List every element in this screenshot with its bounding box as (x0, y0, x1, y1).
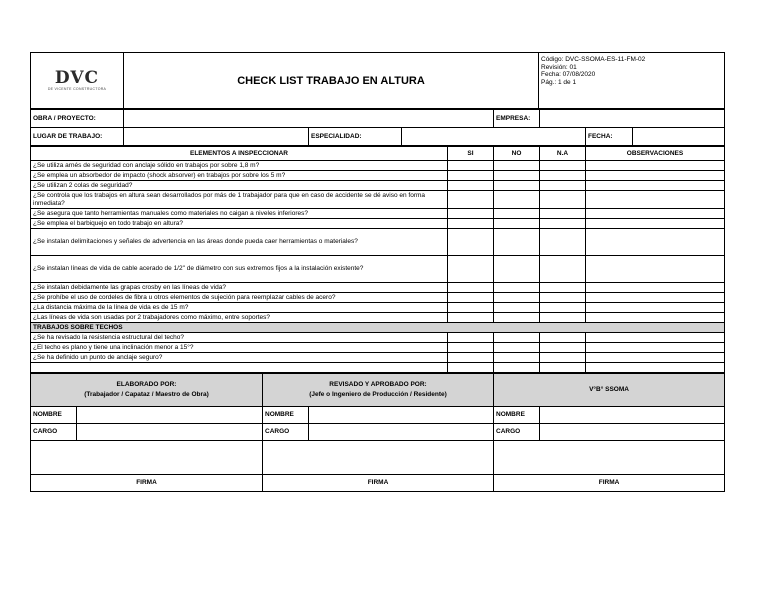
no-cell[interactable] (494, 191, 540, 209)
nombre-field[interactable] (540, 407, 725, 424)
na-cell[interactable] (540, 303, 586, 313)
item-text: ¿Las líneas de vida son usadas por 2 trabajadores como máximo, entre soportes? (31, 313, 448, 323)
na-cell[interactable] (540, 229, 586, 256)
nombre-field[interactable] (77, 407, 263, 424)
nombre-field[interactable] (309, 407, 494, 424)
revisado-subtitle: (Jefe o Ingeniero de Producción / Residente) (309, 391, 447, 398)
doc-date: Fecha: 07/08/2020 (541, 71, 596, 78)
lugar-field[interactable] (124, 128, 309, 146)
vb-ssoma-header: V°B° SSOMA (494, 374, 725, 407)
si-cell[interactable] (448, 171, 494, 181)
no-cell[interactable] (494, 293, 540, 303)
table-row (31, 293, 725, 303)
table-row (31, 256, 725, 283)
elaborado-subtitle: (Trabajador / Capataz / Maestro de Obra) (84, 391, 209, 398)
si-cell[interactable] (448, 209, 494, 219)
si-cell[interactable] (448, 219, 494, 229)
especialidad-field[interactable] (402, 128, 586, 146)
obra-label: OBRA / PROYECTO: (31, 110, 124, 128)
item-text: ¿El techo es plano y tiene una inclinación menor a 15°? (31, 343, 448, 353)
cargo-label: CARGO (263, 424, 309, 441)
info-table (30, 109, 725, 146)
si-cell[interactable] (448, 283, 494, 293)
col-elementos: ELEMENTOS A INSPECCIONAR (31, 147, 448, 161)
table-row (31, 283, 725, 293)
signature-area[interactable] (263, 441, 494, 475)
document-meta (539, 53, 725, 109)
obra-field[interactable] (124, 110, 494, 128)
si-cell[interactable] (448, 181, 494, 191)
section-techos-title: TRABAJOS SOBRE TECHOS (31, 323, 725, 333)
revisado-header (263, 374, 494, 407)
no-cell[interactable] (494, 209, 540, 219)
no-cell[interactable] (494, 363, 540, 373)
obs-cell[interactable] (586, 229, 725, 256)
firma-label: FIRMA (494, 475, 725, 492)
table-row (31, 229, 725, 256)
doc-revision: Revisión: 01 (541, 63, 577, 71)
empty-row-cell[interactable] (31, 363, 448, 373)
firma-label: FIRMA (31, 475, 263, 492)
cargo-field[interactable] (309, 424, 494, 441)
item-text: ¿Se emplea un absorbedor de impacto (shock absorver) en trabajos por sobre los 5 m? (31, 171, 448, 181)
no-cell[interactable] (494, 303, 540, 313)
especialidad-label: ESPECIALIDAD: (309, 128, 402, 146)
col-na: N.A (540, 147, 586, 161)
table-row (31, 161, 725, 171)
na-cell[interactable] (540, 219, 586, 229)
empresa-field[interactable] (540, 110, 725, 128)
na-cell[interactable] (540, 191, 586, 209)
nombre-label: NOMBRE (31, 407, 77, 424)
na-cell[interactable] (540, 343, 586, 353)
no-cell[interactable] (494, 181, 540, 191)
obs-cell[interactable] (586, 209, 725, 219)
table-row (31, 353, 725, 363)
company-logo (31, 53, 124, 109)
signature-area[interactable] (494, 441, 725, 475)
fecha-field[interactable] (633, 128, 725, 146)
item-text: ¿Se utilizan 2 colas de seguridad? (31, 181, 448, 191)
si-cell[interactable] (448, 256, 494, 283)
no-cell[interactable] (494, 333, 540, 343)
na-cell[interactable] (540, 293, 586, 303)
elaborado-header (31, 374, 263, 407)
item-text: ¿Se asegura que tanto herramientas manuales como materiales no caigan a niveles inferiores? (31, 209, 448, 219)
na-cell[interactable] (540, 171, 586, 181)
checklist-table (30, 146, 725, 373)
no-cell[interactable] (494, 256, 540, 283)
no-cell[interactable] (494, 161, 540, 171)
si-cell[interactable] (448, 363, 494, 373)
signature-area[interactable] (31, 441, 263, 475)
na-cell[interactable] (540, 333, 586, 343)
no-cell[interactable] (494, 171, 540, 181)
elaborado-title: ELABORADO POR: (116, 381, 177, 388)
col-observaciones: OBSERVACIONES (586, 147, 725, 161)
doc-code: Código: DVC-SSOMA-ES-11-FM-02 (541, 56, 646, 63)
si-cell[interactable] (448, 303, 494, 313)
table-row (31, 333, 725, 343)
no-cell[interactable] (494, 229, 540, 256)
obs-cell[interactable] (586, 363, 725, 373)
na-cell[interactable] (540, 353, 586, 363)
table-row (31, 181, 725, 191)
form-title: CHECK LIST TRABAJO EN ALTURA (124, 53, 539, 109)
table-row (31, 363, 725, 373)
no-cell[interactable] (494, 313, 540, 323)
lugar-label: LUGAR DE TRABAJO: (31, 128, 124, 146)
cargo-label: CARGO (31, 424, 77, 441)
col-si: SI (448, 147, 494, 161)
nombre-label: NOMBRE (494, 407, 540, 424)
na-cell[interactable] (540, 363, 586, 373)
obs-cell[interactable] (586, 219, 725, 229)
checklist-form (30, 52, 724, 492)
item-text: ¿Se instalan delimitaciones y señales de advertencia en las áreas donde pueda caer herramientas o materiales? (31, 229, 448, 256)
item-text: ¿Se emplea el barbiquejo en todo trabajo en altura? (31, 219, 448, 229)
obs-cell[interactable] (586, 303, 725, 313)
section-row (31, 323, 725, 333)
si-cell[interactable] (448, 333, 494, 343)
obs-cell[interactable] (586, 181, 725, 191)
cargo-field[interactable] (77, 424, 263, 441)
item-text: ¿Se ha definido un punto de anclaje seguro? (31, 353, 448, 363)
si-cell[interactable] (448, 229, 494, 256)
item-text: ¿Se instalan líneas de vida de cable acerado de 1/2" de diámetro con sus extremos fijos a la instalación existente? (31, 256, 448, 283)
doc-page: Pág.: 1 de 1 (541, 78, 577, 86)
cargo-label: CARGO (494, 424, 540, 441)
obs-cell[interactable] (586, 256, 725, 283)
obs-cell[interactable] (586, 191, 725, 209)
na-cell[interactable] (540, 313, 586, 323)
obs-cell[interactable] (586, 313, 725, 323)
table-row (31, 209, 725, 219)
cargo-field[interactable] (540, 424, 725, 441)
na-cell[interactable] (540, 256, 586, 283)
fecha-label: FECHA: (586, 128, 633, 146)
no-cell[interactable] (494, 343, 540, 353)
na-cell[interactable] (540, 181, 586, 191)
table-row (31, 171, 725, 181)
item-text: ¿Se ha revisado la resistencia estructural del techo? (31, 333, 448, 343)
no-cell[interactable] (494, 219, 540, 229)
revisado-title: REVISADO Y APROBADO POR: (329, 381, 427, 388)
si-cell[interactable] (448, 161, 494, 171)
signature-table (30, 373, 725, 492)
obs-cell[interactable] (586, 353, 725, 363)
si-cell[interactable] (448, 353, 494, 363)
na-cell[interactable] (540, 283, 586, 293)
item-text: ¿La distancia máxima de la línea de vida es de 15 m? (31, 303, 448, 313)
table-row (31, 313, 725, 323)
firma-label: FIRMA (263, 475, 494, 492)
obs-cell[interactable] (586, 293, 725, 303)
logo-subtitle: DE VICENTE CONSTRUCTORA (47, 86, 107, 91)
na-cell[interactable] (540, 161, 586, 171)
na-cell[interactable] (540, 209, 586, 219)
empresa-label: EMPRESA: (494, 110, 540, 128)
no-cell[interactable] (494, 353, 540, 363)
obs-cell[interactable] (586, 283, 725, 293)
obs-cell[interactable] (586, 343, 725, 353)
no-cell[interactable] (494, 283, 540, 293)
table-row (31, 303, 725, 313)
header-table (30, 52, 725, 109)
obs-cell[interactable] (586, 161, 725, 171)
item-text: ¿Se controla que los trabajos en altura sean desarrollados por más de 1 trabajador para que en caso de accidente se dé aviso en forma inmediata? (31, 191, 448, 209)
item-text: ¿Se utiliza arnés de seguridad con anclaje sólido en trabajos por sobre 1,8 m? (31, 161, 448, 171)
obs-cell[interactable] (586, 171, 725, 181)
logo-text: DVC (54, 67, 100, 88)
item-text: ¿Se prohíbe el uso de cordeles de fibra u otros elementos de sujeción para reemplazar cables de acero? (31, 293, 448, 303)
si-cell[interactable] (448, 313, 494, 323)
si-cell[interactable] (448, 293, 494, 303)
col-no: NO (494, 147, 540, 161)
si-cell[interactable] (448, 191, 494, 209)
table-row (31, 191, 725, 209)
table-row (31, 343, 725, 353)
si-cell[interactable] (448, 343, 494, 353)
table-row (31, 219, 725, 229)
nombre-label: NOMBRE (263, 407, 309, 424)
item-text: ¿Se instalan debidamente las grapas crosby en las líneas de vida? (31, 283, 448, 293)
obs-cell[interactable] (586, 333, 725, 343)
